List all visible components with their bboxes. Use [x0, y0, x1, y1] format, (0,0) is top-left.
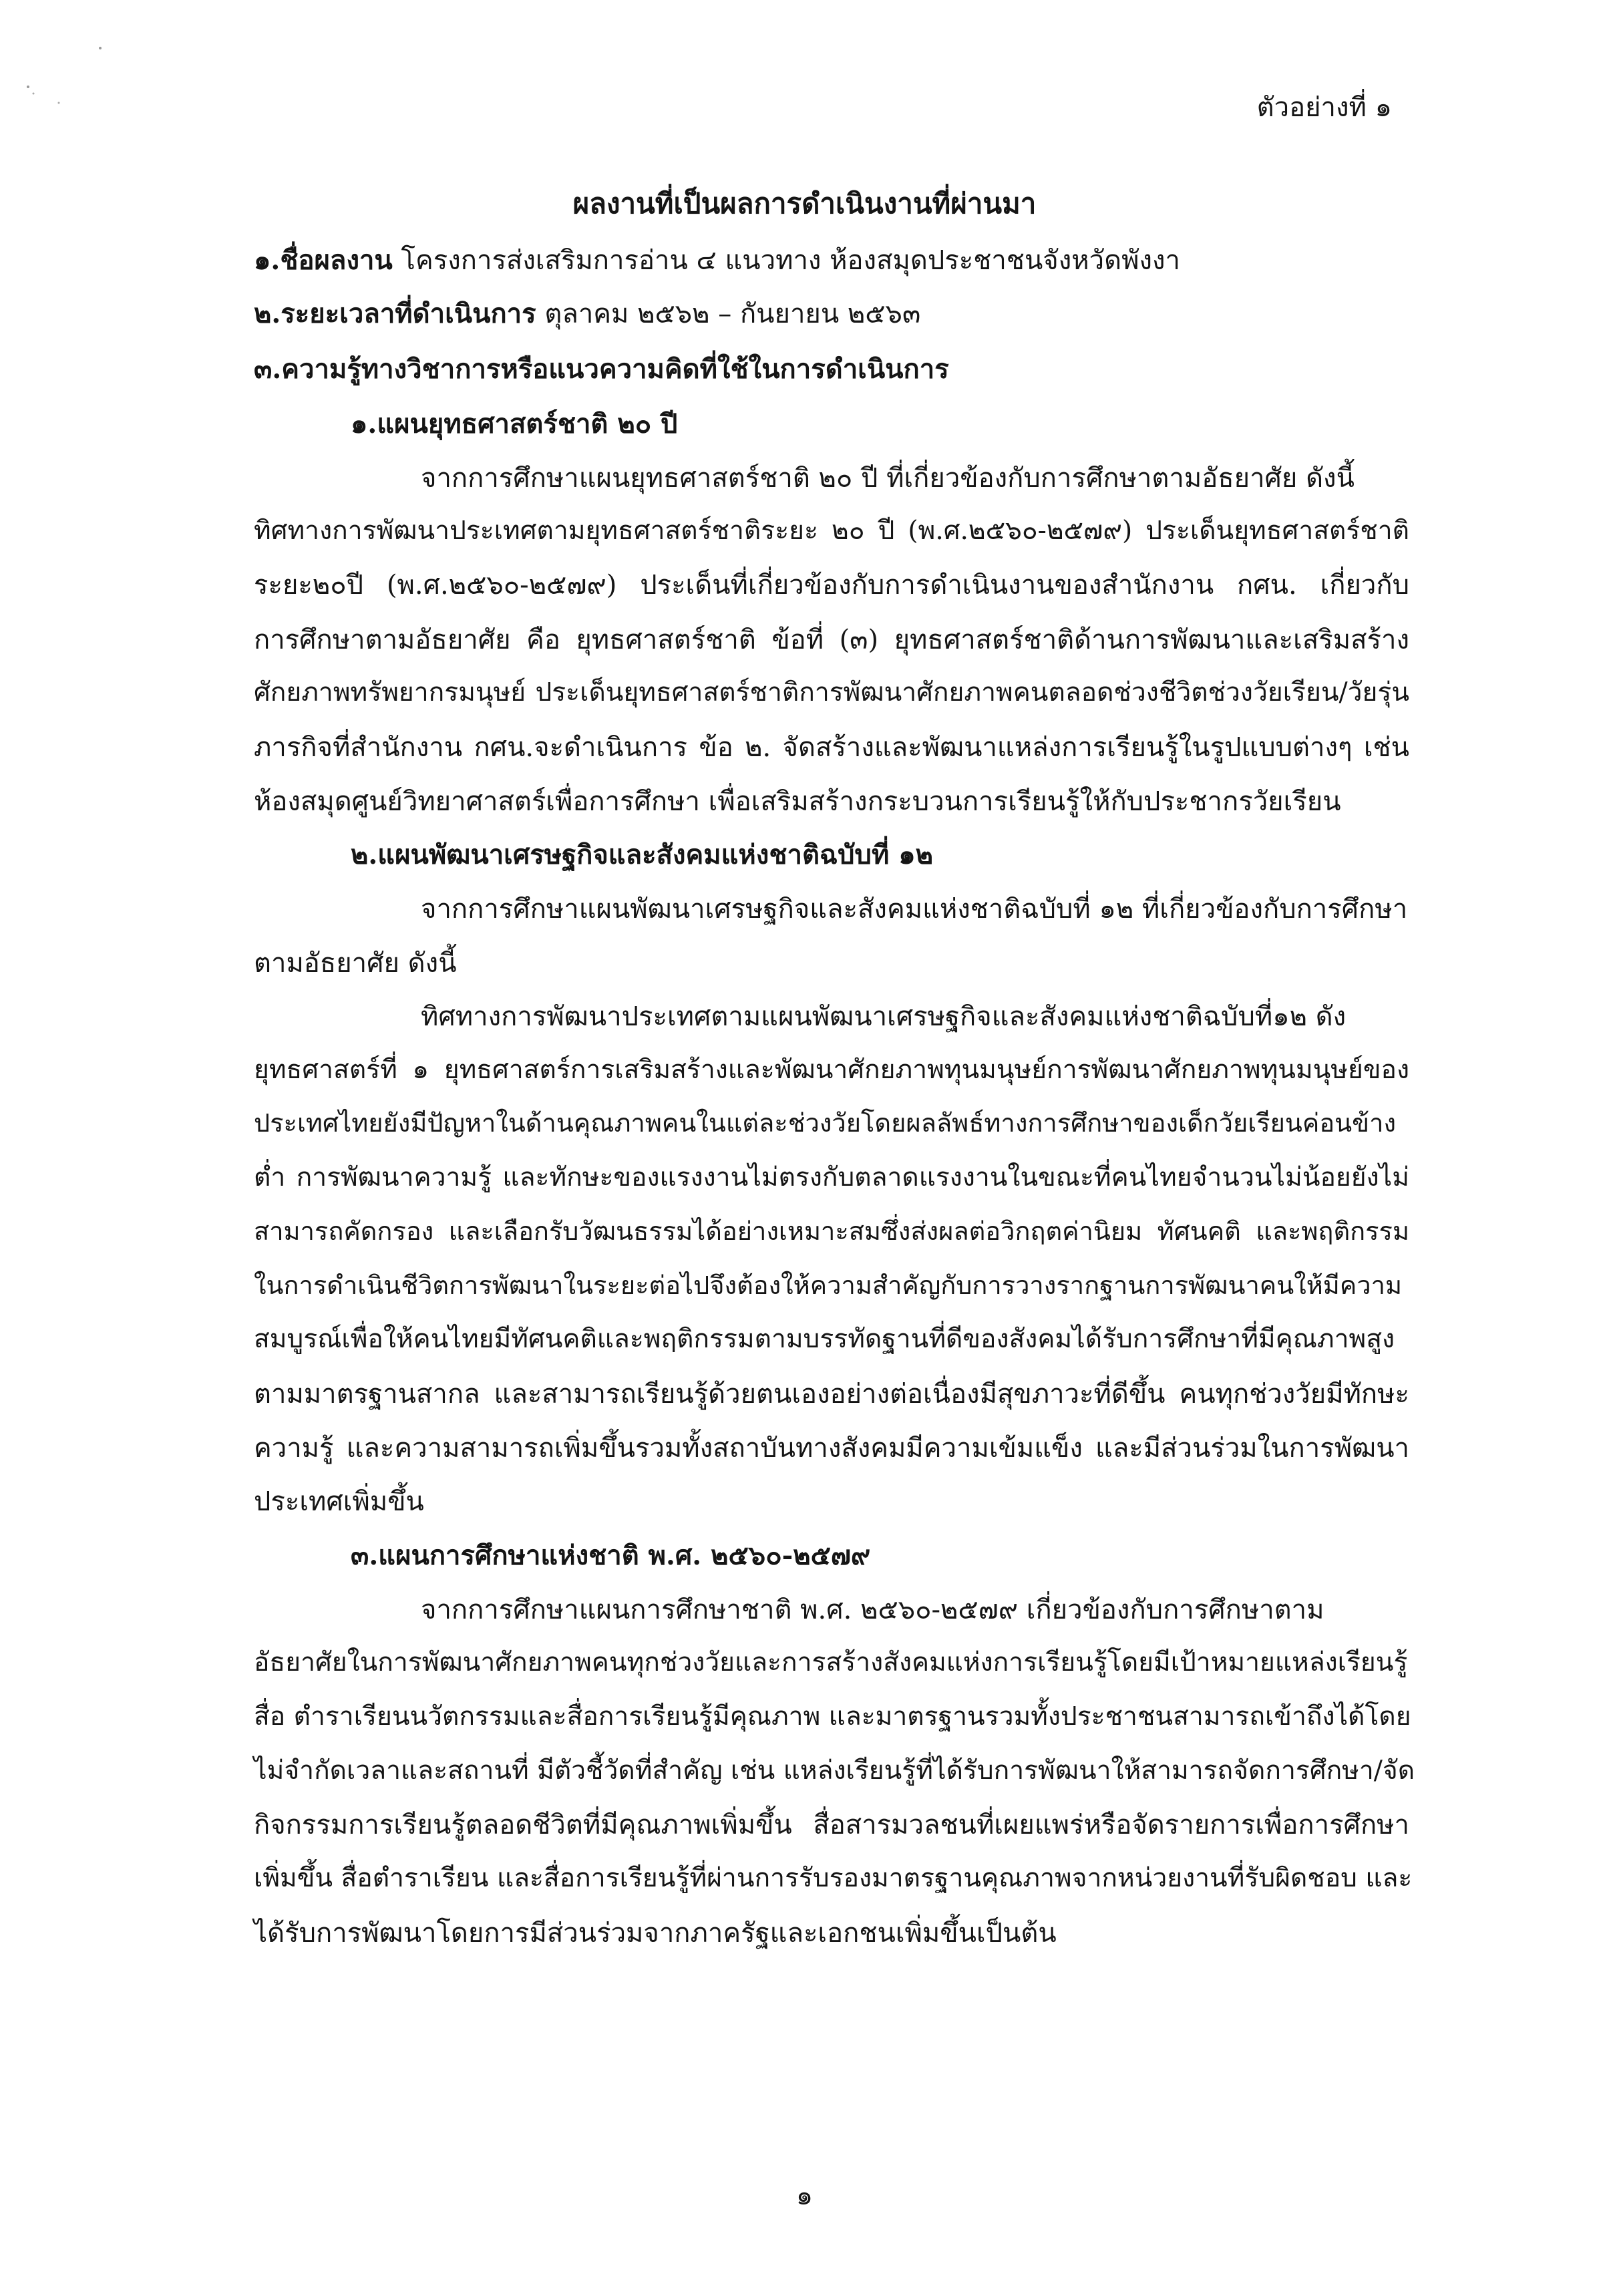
paragraph-line: ทิศทางการพัฒนาประเทศตามยุทธศาสตร์ชาติระยะ ๒๐ ปี (พ.ศ.๒๕๖๐-๒๕๗๙) ประเด็นยุทธศาสตร์ชาติ — [254, 516, 1409, 546]
paragraph-line: ไม่จำกัดเวลาและสถานที่ มีตัวชี้วัดที่สำคัญ เช่น แหล่งเรียนรู้ที่ได้รับการพัฒนาให้สามารถจัดการศึกษา/จัด — [254, 1756, 1415, 1786]
section-heading: ๑.แผนยุทธศาสตร์ชาติ ๒๐ ปี — [351, 408, 678, 440]
period-label: ๒.ระยะเวลาที่ดำเนินการ — [254, 298, 536, 329]
paragraph-line: ประเทศเพิ่มขึ้น — [254, 1486, 424, 1517]
paragraph-line: สามารถคัดกรอง และเลือกรับวัฒนธรรมได้อย่างเหมาะสมซึ่งส่งผลต่อวิกฤตค่านิยม ทัศนคติ และพฤติกรรม — [254, 1216, 1409, 1246]
paragraph-line: อัธยาศัยในการพัฒนาศักยภาพคนทุกช่วงวัยและการสร้างสังคมแห่งการเรียนรู้โดยมีเป้าหมายแหล่งเรียนรู้ — [254, 1647, 1408, 1677]
paragraph-line: การศึกษาตามอัธยาศัย คือ ยุทธศาสตร์ชาติ ข้อที่ (๓) ยุทธศาสตร์ชาติด้านการพัฒนาและเสริมสร้าง — [254, 625, 1409, 655]
paragraph-line: จากการศึกษาแผนพัฒนาเศรษฐกิจและสังคมแห่งชาติฉบับที่ ๑๒ ที่เกี่ยวข้องกับการศึกษา — [421, 894, 1408, 925]
section-heading: ๓.แผนการศึกษาแห่งชาติ พ.ศ. ๒๕๖๐-๒๕๗๙ — [351, 1540, 871, 1571]
paragraph-line: เพิ่มขึ้น สื่อตำราเรียน และสื่อการเรียนรู้ที่ผ่านการรับรองมาตรฐานคุณภาพจากหน่วยงานที่รับผิดชอบ และ — [254, 1863, 1413, 1893]
paragraph-line: ทิศทางการพัฒนาประเทศตามแผนพัฒนาเศรษฐกิจและสังคมแห่งชาติฉบับที่๑๒ ดัง — [421, 1001, 1347, 1032]
paragraph-line: ต่ำ การพัฒนาความรู้ และทักษะของแรงงานไม่ตรงกับตลาดแรงงานในขณะที่คนไทยจำนวนไม่น้อยยังไม่ — [254, 1162, 1409, 1192]
paragraph-line: ระยะ๒๐ปี (พ.ศ.๒๕๖๐-๒๕๗๙) ประเด็นที่เกี่ยวข้องกับการดำเนินงานของสำนักงาน กศน. เกี่ยวกับ — [254, 570, 1409, 601]
work-name-value: โครงการส่งเสริมการอ่าน ๔ แนวทาง ห้องสมุดประชาชนจังหวัดพังงา — [401, 245, 1180, 276]
page-number: ๑ — [795, 2180, 814, 2211]
work-name-row — [254, 238, 1180, 281]
paragraph-line: ได้รับการพัฒนาโดยการมีส่วนร่วมจากภาครัฐและเอกชนเพิ่มขึ้นเป็นต้น — [254, 1918, 1057, 1949]
paragraph-line: ศักยภาพทรัพยากรมนุษย์ ประเด็นยุทธศาสตร์ชาติการพัฒนาศักยภาพคนตลอดช่วงชีวิตช่วงวัยเรียน/วัยรุ่น — [254, 677, 1409, 707]
section-heading: ๒.แผนพัฒนาเศรษฐกิจและสังคมแห่งชาติฉบับที่ ๑๒ — [351, 839, 933, 870]
paragraph-line: ความรู้ และความสามารถเพิ่มขึ้นรวมทั้งสถาบันทางสังคมมีความเข้มแข็ง และมีส่วนร่วมในการพัฒนา — [254, 1433, 1409, 1464]
paragraph-line: กิจกรรมการเรียนรู้ตลอดชีวิตที่มีคุณภาพเพิ่มขึ้น สื่อสารมวลชนที่เผยแพร่หรือจัดรายการเพื่อการศึกษา — [254, 1810, 1409, 1840]
period-value: ตุลาคม ๒๕๖๒ – กันยายน ๒๕๖๓ — [544, 299, 921, 329]
paragraph-line: ภารกิจที่สำนักงาน กศน.จะดำเนินการ ข้อ ๒. จัดสร้างและพัฒนาแหล่งการเรียนรู้ในรูปแบบต่างๆ เช่น — [254, 732, 1409, 763]
work-name-label: ๑.ชื่อผลงาน — [254, 244, 393, 276]
example-label: ตัวอย่างที่ ๑ — [1256, 92, 1392, 123]
paragraph-line: สื่อ ตำราเรียนนวัตกรรมและสื่อการเรียนรู้มีคุณภาพ และมาตรฐานรวมทั้งประชาชนสามารถเข้าถึงได้โดย — [254, 1701, 1411, 1732]
paragraph-line: จากการศึกษาแผนการศึกษาชาติ พ.ศ. ๒๕๖๐-๒๕๗๙ เกี่ยวข้องกับการศึกษาตาม — [421, 1595, 1324, 1625]
knowledge-heading: ๓.ความรู้ทางวิชาการหรือแนวความคิดที่ใช้ในการดำเนินการ — [254, 353, 949, 385]
paragraph-line: ห้องสมุดศูนย์วิทยาศาสตร์เพื่อการศึกษา เพื่อเสริมสร้างกระบวนการเรียนรู้ให้กับประชากรวัยเรียน — [254, 786, 1341, 817]
paragraph-line: ประเทศไทยยังมีปัญหาในด้านคุณภาพคนในแต่ละช่วงวัยโดยผลลัพธ์ทางการศึกษาของเด็กวัยเรียนค่อนข้าง — [254, 1108, 1396, 1138]
paragraph-line: ตามอัธยาศัย ดังนี้ — [254, 948, 457, 979]
paragraph-line: จากการศึกษาแผนยุทธศาสตร์ชาติ ๒๐ ปี ที่เกี่ยวข้องกับการศึกษาตามอัธยาศัย ดังนี้ — [421, 463, 1355, 494]
paragraph-line: สมบูรณ์เพื่อให้คนไทยมีทัศนคติและพฤติกรรมตามบรรทัดฐานที่ดีของสังคมได้รับการศึกษาที่มีคุณภาพสูง — [254, 1324, 1395, 1354]
document-title: ผลงานที่เป็นผลการดำเนินงานที่ผ่านมา — [572, 187, 1037, 220]
paragraph-line: ในการดำเนินชีวิตการพัฒนาในระยะต่อไปจึงต้องให้ความสำคัญกับการวางรากฐานการพัฒนาคนให้มีความ — [254, 1271, 1402, 1300]
paragraph-line: ยุทธศาสตร์ที่ ๑ ยุทธศาสตร์การเสริมสร้างและพัฒนาศักยภาพทุนมนุษย์การพัฒนาศักยภาพทุนมนุษย์ของ — [254, 1055, 1409, 1085]
scan-specks — [27, 40, 107, 120]
period-row — [254, 292, 920, 335]
paragraph-line: ตามมาตรฐานสากล และสามารถเรียนรู้ด้วยตนเองอย่างต่อเนื่องมีสุขภาวะที่ดีขึ้น คนทุกช่วงวัยมีทักษะ — [254, 1379, 1409, 1410]
